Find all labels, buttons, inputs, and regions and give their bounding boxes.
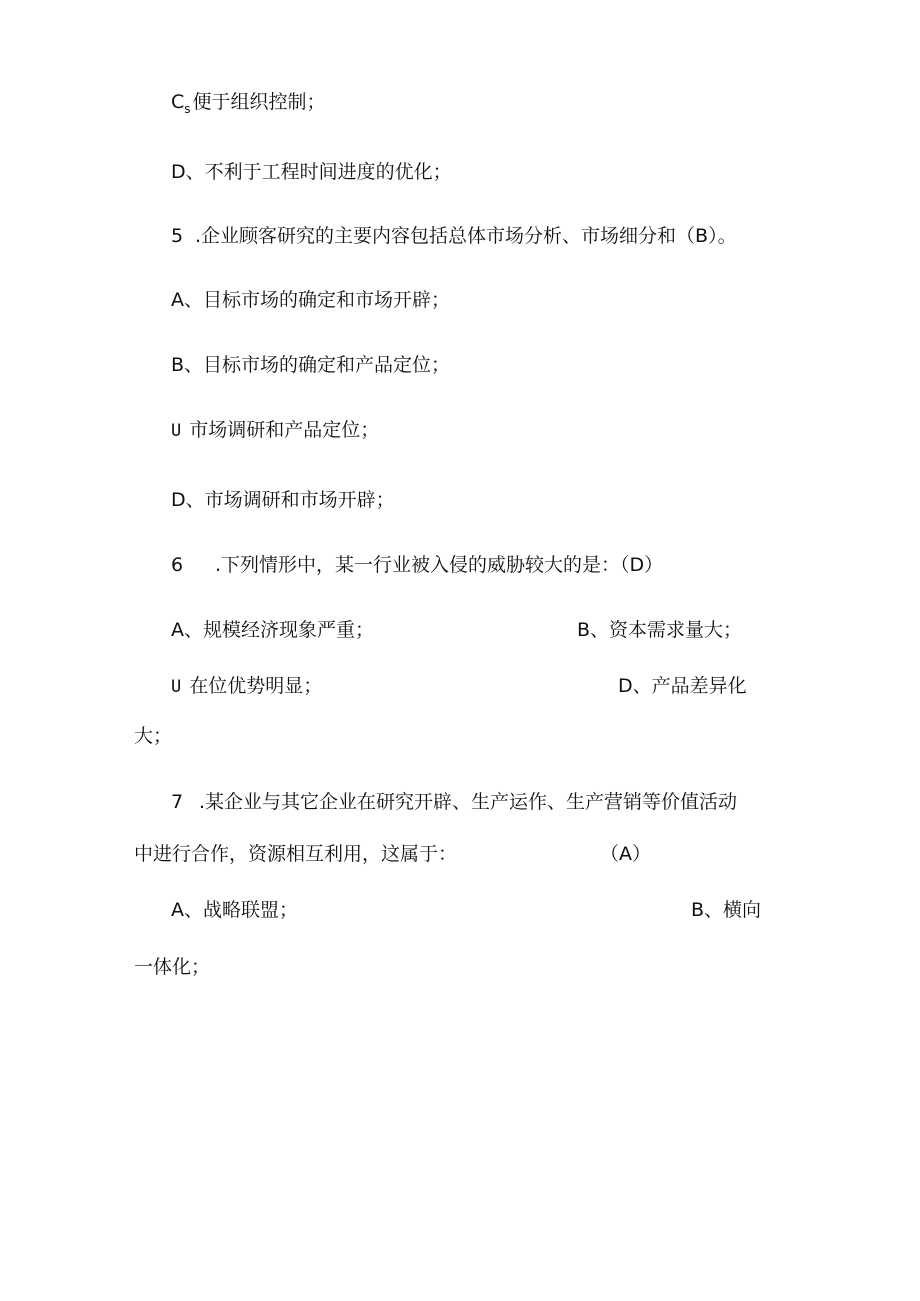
q7-option-a	[171, 898, 298, 922]
q6-option-a-text: A、规模经济现象严重；	[171, 619, 374, 641]
question-7-continued-text: 中进行合作，资源相互利用，这属于：	[134, 843, 458, 865]
question-6-text: .下列情形中，某一行业被入侵的威胁较大的是：（D）	[215, 554, 664, 576]
q7-option-b	[691, 898, 761, 922]
q5-option-c-mark: U	[171, 421, 182, 441]
q5-option-a	[171, 288, 450, 312]
q5-option-b	[171, 353, 450, 377]
question-6	[171, 553, 663, 577]
q7-option-b-text: B、横向	[691, 899, 762, 921]
q5-option-d-text: D、市场调研和市场开辟；	[171, 489, 395, 511]
question-7-answer-text: （A）	[600, 843, 651, 865]
q5-option-d	[171, 488, 395, 512]
q5-option-c-text: 市场调研和产品定位；	[189, 419, 380, 441]
q5-option-c	[171, 418, 379, 443]
question-6-number: 6	[171, 554, 184, 576]
q6-option-b	[577, 618, 742, 642]
option-c-text: 便于组织控制；	[192, 91, 326, 113]
option-c-line	[171, 90, 326, 116]
q7-option-b-continued-text: 一体化；	[134, 956, 211, 978]
q6-option-d-continued-text: 大；	[134, 725, 173, 747]
q6-option-c	[171, 674, 322, 699]
question-7-text: .某企业与其它企业在研究开辟、生产运作、生产营销等价值活动	[199, 791, 738, 813]
question-7-continued	[134, 842, 457, 866]
question-5-number: 5	[171, 225, 184, 247]
question-5-text: .企业顾客研究的主要内容包括总体市场分析、市场细分和（B）。	[195, 225, 737, 247]
q5-option-a-text: A、目标市场的确定和市场开辟；	[171, 289, 450, 311]
option-d-line	[171, 160, 452, 184]
question-7-answer	[600, 842, 651, 866]
option-c-letter: C	[171, 91, 185, 113]
q6-option-d-text: D、产品差异化	[618, 675, 747, 697]
q6-option-c-text: 在位优势明显；	[189, 675, 323, 697]
q6-option-d	[618, 674, 747, 698]
option-d-text: D、不利于工程时间进度的优化；	[171, 161, 452, 183]
question-7-number: 7	[171, 791, 184, 813]
q6-option-c-mark: U	[171, 677, 182, 697]
option-c-subscript: s	[184, 102, 191, 116]
q5-option-b-text: B、目标市场的确定和产品定位；	[171, 354, 451, 376]
question-7	[171, 790, 737, 814]
q6-option-b-text: B、资本需求量大；	[577, 619, 743, 641]
q7-option-b-continued	[134, 955, 210, 979]
q6-option-a	[171, 618, 374, 642]
q7-option-a-text: A、战略联盟；	[171, 899, 298, 921]
question-5	[171, 224, 737, 248]
q6-option-d-continued	[134, 724, 172, 748]
